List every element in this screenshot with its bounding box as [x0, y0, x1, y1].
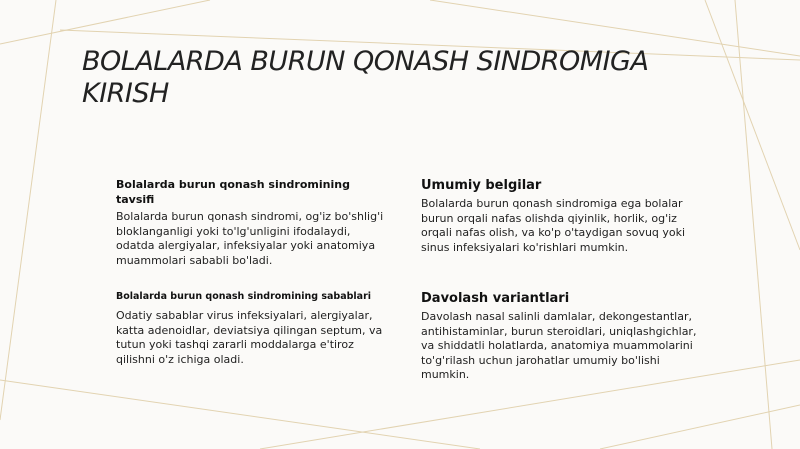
- section-description: [116, 177, 392, 268]
- decor-line: [735, 0, 772, 449]
- section-heading: Davolash variantlari: [421, 291, 570, 306]
- section-body: Bolalarda burun qonash sindromiga ega bolalar burun orqali nafas olishda qiyinlik, horlik, og'iz orqali nafas olish, va ko'p o'taydigan sovuq yoki sinus infeksiyalari ko'rishlari mumkin.: [421, 197, 686, 254]
- section-treatment: [421, 290, 697, 383]
- section-heading: Umumiy belgilar: [421, 178, 542, 193]
- section-symptoms: [421, 177, 697, 255]
- section-heading: Bolalarda burun qonash sindromining tavsifi: [116, 178, 350, 206]
- section-body: Odatiy sabablar virus infeksiyalari, alergiyalar, katta adenoidlar, deviatsiya qilingan septum, va tutun yoki tashqi zararli moddalarga e'tiroz qilishni o'z ichiga oladi.: [116, 309, 383, 366]
- slide-title: BOLALARDA BURUN QONASH SINDROMIGA KIRISH: [82, 46, 649, 109]
- section-body: Bolalarda burun qonash sindromi, og'iz bo'shlig'i bloklanganligi yoki to'lg'unligini ifodalaydi, odatda alergiyalar, infeksiyalar yoki anatomiya muammolari sababli bo'ladi.: [116, 210, 384, 267]
- section-causes: [116, 290, 392, 367]
- section-heading: Bolalarda burun qonash sindromining sabablari: [116, 291, 372, 302]
- decor-line: [0, 0, 210, 44]
- decor-line: [0, 0, 56, 420]
- decor-line: [0, 380, 480, 449]
- section-body: Davolash nasal salinli damlalar, dekongestantlar, antihistaminlar, burun steroidlari, uniqlashgichlar, va shiddatli holatlarda, anatomiya muammolarini to'g'rilash uchun jarohatlar umumiy bo'lishi mumkin.: [421, 310, 697, 382]
